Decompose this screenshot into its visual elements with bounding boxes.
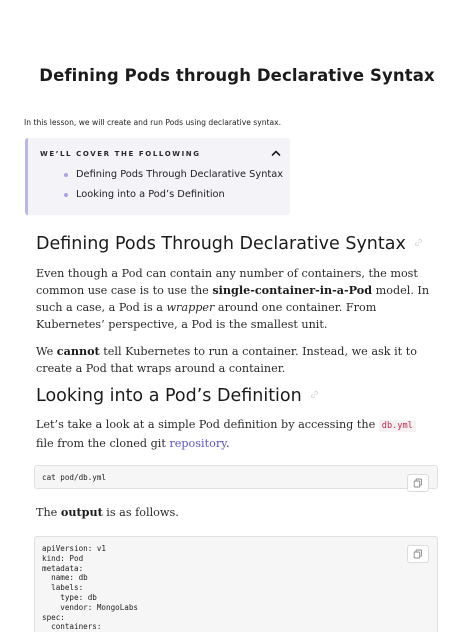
toc-item-label: Looking into a Pod’s Definition bbox=[76, 189, 225, 200]
inline-code: db.yml bbox=[379, 420, 416, 432]
text-run: . bbox=[226, 437, 230, 450]
section-heading-defining-pods bbox=[36, 234, 423, 254]
code-line: name: db bbox=[42, 573, 88, 583]
chevron-up-icon[interactable] bbox=[270, 146, 282, 158]
lesson-intro: In this lesson, we will create and run Pods using declarative syntax. bbox=[24, 118, 282, 127]
text-run: Even though a Pod can contain any number of containers, the most common use case is to use the bbox=[36, 267, 418, 297]
copy-button[interactable] bbox=[407, 545, 429, 563]
code-line: labels: bbox=[42, 583, 84, 593]
paragraph bbox=[36, 416, 436, 452]
command-code-block[interactable] bbox=[34, 465, 438, 489]
link-icon[interactable] bbox=[310, 390, 319, 402]
paragraph bbox=[36, 343, 436, 377]
repository-link[interactable]: repository bbox=[169, 437, 227, 450]
text-run: is as follows. bbox=[102, 506, 179, 519]
text-run: We bbox=[36, 345, 57, 358]
text-run: around one container. From Kubernetes’ perspective, a Pod is the smallest unit. bbox=[36, 301, 377, 331]
code-line: spec: bbox=[42, 612, 65, 622]
text-run: file from the cloned git bbox=[36, 437, 170, 450]
toc-item-label: Defining Pods Through Declarative Syntax bbox=[76, 169, 284, 180]
toc-header: WE’LL COVER THE FOLLOWING bbox=[40, 150, 201, 158]
bullet-icon bbox=[64, 193, 68, 197]
toc-list bbox=[76, 168, 283, 208]
section-heading-text: Defining Pods Through Declarative Syntax bbox=[36, 234, 406, 254]
code-lines bbox=[42, 473, 106, 483]
output-code-block[interactable] bbox=[34, 536, 438, 632]
paragraph bbox=[36, 504, 436, 521]
bold-text: cannot bbox=[56, 344, 100, 358]
page-title: Defining Pods through Declarative Syntax bbox=[39, 66, 435, 85]
table-of-contents bbox=[25, 138, 290, 215]
link-icon[interactable] bbox=[414, 238, 423, 250]
code-line: metadata: bbox=[42, 563, 84, 573]
paragraph bbox=[36, 265, 436, 333]
code-line: cat pod/db.yml bbox=[42, 473, 107, 482]
code-line: type: db bbox=[42, 592, 97, 602]
code-line: apiVersion: v1 bbox=[42, 544, 107, 553]
section-heading-pod-definition bbox=[36, 386, 319, 406]
code-lines bbox=[42, 544, 138, 632]
text-run: tell Kubernetes to run a container. Instead, we ask it to create a Pod that wraps around a container. bbox=[36, 345, 417, 375]
italic-text: wrapper bbox=[166, 301, 215, 314]
text-run: Let’s take a look at a simple Pod definition by accessing the bbox=[36, 418, 379, 431]
bullet-icon bbox=[64, 173, 68, 177]
bold-text: single-container-in-a-Pod bbox=[212, 283, 373, 297]
text-run: The bbox=[36, 506, 61, 519]
code-line: containers: bbox=[42, 622, 102, 632]
bold-text: output bbox=[60, 505, 103, 519]
code-line: kind: Pod bbox=[42, 553, 84, 563]
section-heading-text: Looking into a Pod’s Definition bbox=[36, 386, 302, 406]
code-line: vendor: MongoLabs bbox=[42, 602, 139, 612]
toc-item[interactable] bbox=[76, 168, 283, 188]
toc-item[interactable] bbox=[76, 188, 283, 208]
text-run: model. In such a case, a Pod is a bbox=[36, 284, 430, 314]
copy-button[interactable] bbox=[407, 474, 429, 492]
